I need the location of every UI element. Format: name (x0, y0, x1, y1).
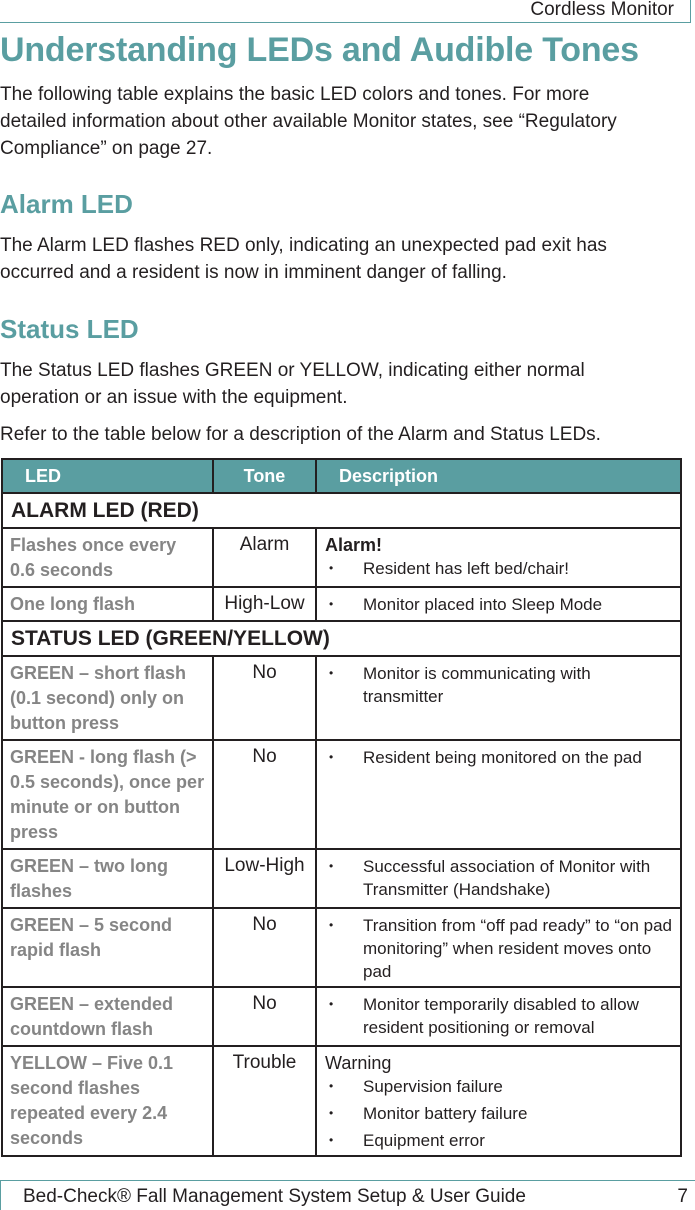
led-cell: GREEN – extended countdown flash (2, 987, 213, 1046)
led-cell: GREEN - long flash (> 0.5 seconds), once per minute or on button press (2, 740, 213, 849)
header-rule (0, 22, 690, 23)
table-row (2, 1046, 681, 1156)
description-bullet: • Resident has left bed/chair! (325, 557, 674, 580)
table-header-row (2, 459, 681, 493)
tone-cell: High-Low (213, 587, 316, 621)
intro-paragraph: The following table explains the basic LED colors and tones. For more detailed information about other available Monitor states, see “Regulatory Compliance” on page 27. (0, 84, 617, 159)
column-header-description: Description (316, 459, 681, 493)
refer-text: Refer to the table below for a description of the Alarm and Status LEDs. (0, 424, 601, 445)
description-bullet: • Successful association of Monitor with Transmitter (Handshake) (325, 855, 674, 901)
page-title: Understanding LEDs and Audible Tones (0, 31, 639, 69)
table-row (2, 740, 681, 849)
footer-rule (0, 1180, 695, 1181)
status-led-heading: Status LED (0, 314, 139, 344)
alarm-led-heading: Alarm LED (0, 189, 133, 219)
description-cell (316, 987, 681, 1046)
section-title-alarm: ALARM LED (RED) (2, 493, 681, 528)
led-cell: Flashes once every 0.6 seconds (2, 528, 213, 587)
description-bullet: • Monitor temporarily disabled to allow resident positioning or removal (325, 993, 674, 1039)
status-led-text: The Status LED flashes GREEN or YELLOW, indicating either normal operation or an issue with the equipment. (0, 360, 585, 408)
section-title-status: STATUS LED (GREEN/YELLOW) (2, 621, 681, 656)
description-cell (316, 849, 681, 908)
footer-rule-vertical (0, 1180, 1, 1210)
description-cell (316, 908, 681, 987)
led-cell: YELLOW – Five 0.1 second flashes repeated every 2.4 seconds (2, 1046, 213, 1156)
tone-cell: No (213, 740, 316, 849)
tone-cell: No (213, 656, 316, 740)
section-row (2, 493, 681, 528)
table-row (2, 908, 681, 987)
led-cell: One long flash (2, 587, 213, 621)
tone-cell: No (213, 908, 316, 987)
table-row (2, 587, 681, 621)
description-heading: Alarm! (325, 535, 383, 555)
led-cell: GREEN – short flash (0.1 second) only on button press (2, 656, 213, 740)
description-bullet: • Supervision failure (325, 1075, 674, 1098)
header-rule-vertical (690, 0, 691, 23)
description-cell (316, 740, 681, 849)
header-section-title: Cordless Monitor (530, 0, 674, 20)
description-bullet: • Transition from “off pad ready” to “on pad monitoring” when resident moves onto pad (325, 914, 674, 983)
table-row (2, 987, 681, 1046)
description-bullet: • Equipment error (325, 1129, 674, 1152)
table-row (2, 849, 681, 908)
description-bullet: • Monitor battery failure (325, 1102, 674, 1125)
alarm-led-text: The Alarm LED flashes RED only, indicating an unexpected pad exit has occurred and a resident is now in imminent danger of falling. (0, 235, 607, 283)
page-number: 7 (677, 1186, 688, 1207)
tone-cell: Alarm (213, 528, 316, 587)
led-cell: GREEN – two long flashes (2, 849, 213, 908)
led-table (1, 458, 682, 1157)
tone-cell: No (213, 987, 316, 1046)
table-row (2, 528, 681, 587)
description-cell (316, 656, 681, 740)
footer-guide-title: Bed-Check® Fall Management System Setup & User Guide (23, 1186, 526, 1207)
page-header (0, 0, 695, 22)
tone-cell: Low-High (213, 849, 316, 908)
table-row (2, 656, 681, 740)
description-cell (316, 587, 681, 621)
led-cell: GREEN – 5 second rapid flash (2, 908, 213, 987)
description-bullet: • Monitor placed into Sleep Mode (325, 593, 674, 616)
column-header-led: LED (2, 459, 213, 493)
tone-cell: Trouble (213, 1046, 316, 1156)
column-header-tone: Tone (213, 459, 316, 493)
description-cell (316, 528, 681, 587)
description-cell (316, 1046, 681, 1156)
description-bullet: • Monitor is communicating with transmitter (325, 662, 674, 708)
description-heading: Warning (325, 1053, 392, 1073)
description-bullet: • Resident being monitored on the pad (325, 746, 674, 769)
section-row (2, 621, 681, 656)
